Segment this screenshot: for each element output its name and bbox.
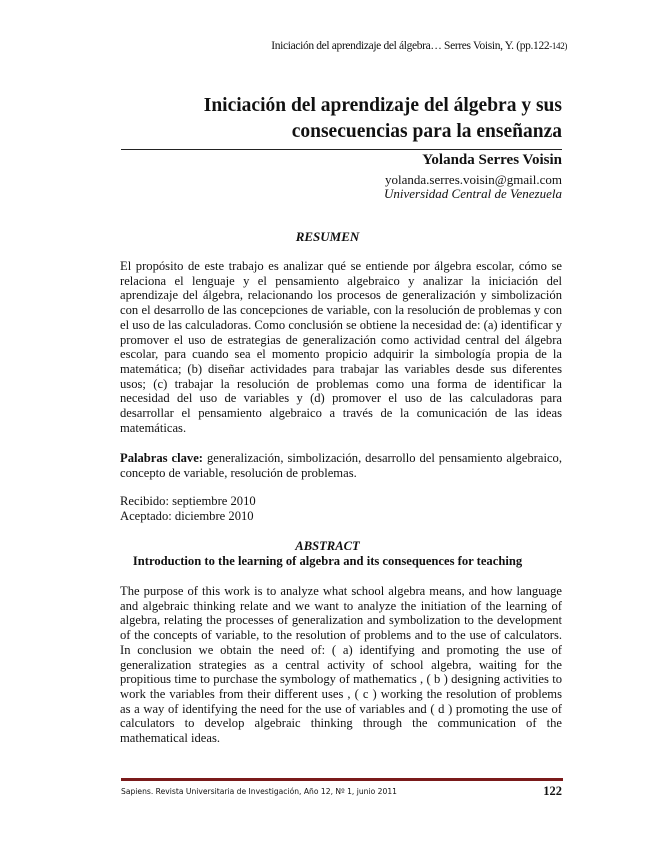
running-head-page-range: -142) [549, 41, 567, 51]
author-email: yolanda.serres.voisin@gmail.com [385, 172, 562, 187]
resumen-heading: RESUMEN [295, 229, 360, 244]
running-head-text: Iniciación del aprendizaje del álgebra… Serres Voisin, Y. (pp.122 [271, 40, 550, 52]
title-line-2: consecuencias para la enseñanza [291, 121, 562, 142]
footer-journal-citation: Sapiens. Revista Universitaria de Investigación, Año 12, Nº 1, junio 2011 [121, 787, 397, 796]
received-date: Recibido: septiembre 2010 [120, 494, 256, 508]
abstract-subtitle: Introduction to the learning of algebra and its consequences for teaching [132, 554, 523, 568]
title-line-1: Iniciación del aprendizaje del álgebra y sus [203, 95, 562, 116]
author-name: Yolanda Serres Voisin [422, 152, 562, 168]
author-affiliation: Universidad Central de Venezuela [384, 186, 562, 201]
keywords-label: Palabras clave: [120, 451, 203, 465]
abstract-text: The purpose of this work is to analyze what school algebra means, and how language and algebraic thinking relate and we want to analyze the initiation of the learning of algebra, relating the processes of generalization and symbolization to the development of the concepts of variable, to the resolution of problems and to the use of calculators. In conclusion we obtain the need of: ( a) identifying and promoting the use of generalization strategies as a central activity of school algebra, waiting for the propitious time to purchase the symbology of mathematics , ( b ) designing activities to work the variables from their different uses , ( c ) working the resolution of problems as a way of identifying the need for the use of variables and ( d ) promoting the use of calculators to develop algebraic thinking through the communication of the mathematical ideas. [120, 584, 562, 746]
article-title [142, 93, 562, 145]
running-head [271, 40, 567, 52]
resumen-text: El propósito de este trabajo es analizar qué se entiende por álgebra escolar, cómo se relaciona el lenguaje y el pensamiento algebraico y analizar la iniciación del aprendizaje del álgebra, relacionando los procesos de generalización y simbolización con el desarrollo de las concepciones de variable, con la resolución de problemas y con el uso de las calculadoras. Como conclusión se obtiene la necesidad de: (a) identificar y promover el uso de estrategias de generalización como actividad central del álgebra escolar, para cuando sea el momento propicio adquirir la simbología propia de la matemática; (b) diseñar actividades para trabajar las variables desde sus diferentes usos; (c) trabajar la resolución de problemas como una forma de identificar la necesidad del uso de variables y (d) promover el uso de las calculadoras para desarrollar el pensamiento algebraico a través de la comunicación de las ideas matemáticas. [120, 259, 562, 435]
keywords-text: generalización, simbolización, desarrollo del pensamiento algebraico, concepto de variable, resolución de problemas. [120, 451, 562, 480]
page-number: 122 [543, 784, 562, 798]
footer-divider [121, 778, 563, 781]
accepted-date: Aceptado: diciembre 2010 [120, 509, 254, 523]
keywords-paragraph [120, 451, 562, 480]
title-divider [121, 149, 562, 150]
abstract-heading: ABSTRACT [295, 539, 360, 553]
